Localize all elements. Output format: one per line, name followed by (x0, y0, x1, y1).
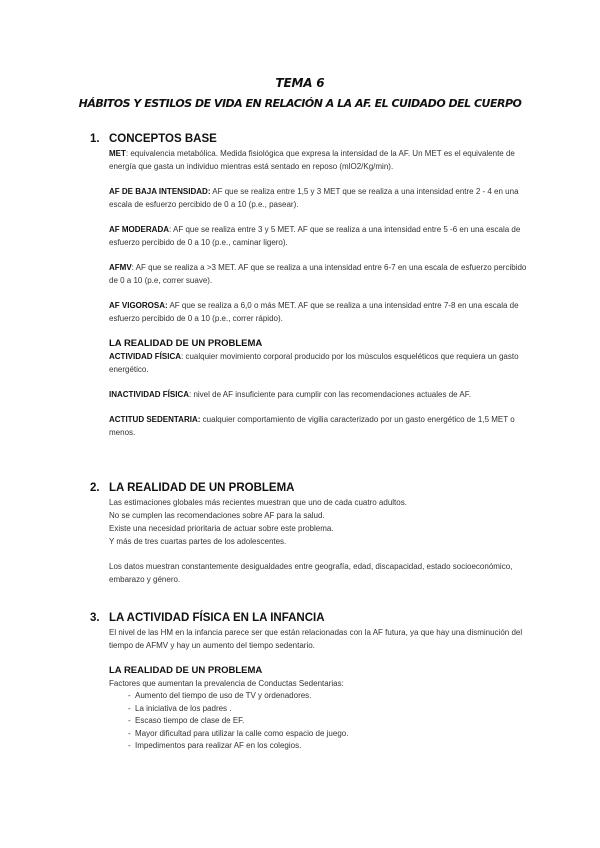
section-number: 1. (90, 133, 100, 145)
definition-met: MET: equivalencia metabólica. Medida fisiológica que expresa la intensidad de la AF. Un MET es el equivalente de energía que gasta un individuo mientras está sentado en reposo (mlO2/Kg/min). (109, 149, 515, 171)
list-item: - Escaso tiempo de clase de EF. (128, 716, 245, 725)
section-number: 3. (90, 612, 100, 624)
section-heading (90, 131, 530, 147)
section-heading (90, 480, 530, 496)
text-line: Las estimaciones globales más recientes muestran que uno de cada cuatro adultos. (109, 498, 407, 507)
section-title: LA ACTIVIDAD FÍSICA EN LA INFANCIA (109, 612, 325, 624)
list-item: - Aumento del tiempo de uso de TV y ordenadores. (128, 691, 312, 700)
paragraph: El nivel de las HM en la infancia parece ser que están relacionadas con la AF futura, ya que hay una disminución del tiempo de AFMV y hay un aumento del tiempo sedentario. (109, 628, 523, 650)
section-conceptos-base (90, 131, 530, 439)
section-number: 2. (90, 482, 100, 494)
list-item: - La iniciativa de los padres . (128, 703, 232, 713)
definition-af-vigorosa: AF VIGOROSA: AF que se realiza a 6,0 o más MET. AF que se realiza a una intensidad entre 7-8 en una escala de esfuerzo percibido de 0 a 10 (p.e., correr rápido). (109, 301, 519, 323)
list-item: - Impedimentos para realizar AF en los colegios. (128, 741, 302, 750)
section-realidad-problema (90, 480, 530, 586)
section-title: CONCEPTOS BASE (109, 133, 217, 145)
text-line: Y más de tres cuartas partes de los adolescentes. (109, 537, 287, 546)
section-body (109, 147, 530, 439)
page-subtitle: HÁBITOS Y ESTILOS DE VIDA EN RELACIÓN A LA AF. EL CUIDADO DEL CUERPO (78, 97, 522, 110)
text-line: Existe una necesidad prioritaria de actuar sobre este problema. (109, 524, 334, 533)
subheading: LA REALIDAD DE UN PROBLEMA (109, 338, 263, 349)
definition-inactividad-fisica: INACTIVIDAD FÍSICA: nivel de AF insuficiente para cumplir con las recomendaciones actuales de AF. (109, 390, 471, 399)
section-heading (90, 610, 530, 626)
section-af-infancia (90, 610, 530, 753)
definition-actividad-fisica: ACTIVIDAD FÍSICA: cualquier movimiento corporal producido por los músculos esqueléticos que requiera un gasto energético. (109, 352, 519, 374)
list-intro: Factores que aumentan la prevalencia de Conductas Sedentarias: (109, 679, 344, 688)
section-body (109, 496, 530, 586)
subheading: LA REALIDAD DE UN PROBLEMA (109, 665, 263, 676)
section-title: LA REALIDAD DE UN PROBLEMA (109, 482, 295, 494)
page-title: TEMA 6 (275, 76, 325, 90)
definition-actitud-sedentaria: ACTITUD SEDENTARIA: cualquier comportamiento de vigilia caracterizado por un gasto energético de 1,5 MET o menos. (109, 415, 515, 437)
text-line: No se cumplen las recomendaciones sobre AF para la salud. (109, 511, 325, 520)
definition-af-moderada: AF MODERADA: AF que se realiza entre 3 y 5 MET. AF que se realiza a una intensidad entre 5 -6 en una escala de esfuerzo percibido de 0 a 10 (p.e., caminar ligero). (109, 225, 521, 247)
definition-af-baja: AF DE BAJA INTENSIDAD: AF que se realiza entre 1,5 y 3 MET que se realiza a una intensidad entre 2 - 4 en una escala de esfuerzo percibido de 0 a 10 (p.e., pasear). (109, 187, 519, 209)
paragraph: Los datos muestran constantemente desigualdades entre geografía, edad, discapacidad, estado socioeconómico, embarazo y género. (109, 562, 513, 584)
list-item: - Mayor dificultad para utilizar la calle como espacio de juego. (128, 728, 349, 738)
definition-afmv: AFMV: AF que se realiza a >3 MET. AF que se realiza a una intensidad entre 6-7 en una escala de esfuerzo percibido de 0 a 10 (p.e, correr suave). (109, 263, 527, 285)
section-body (109, 626, 530, 753)
